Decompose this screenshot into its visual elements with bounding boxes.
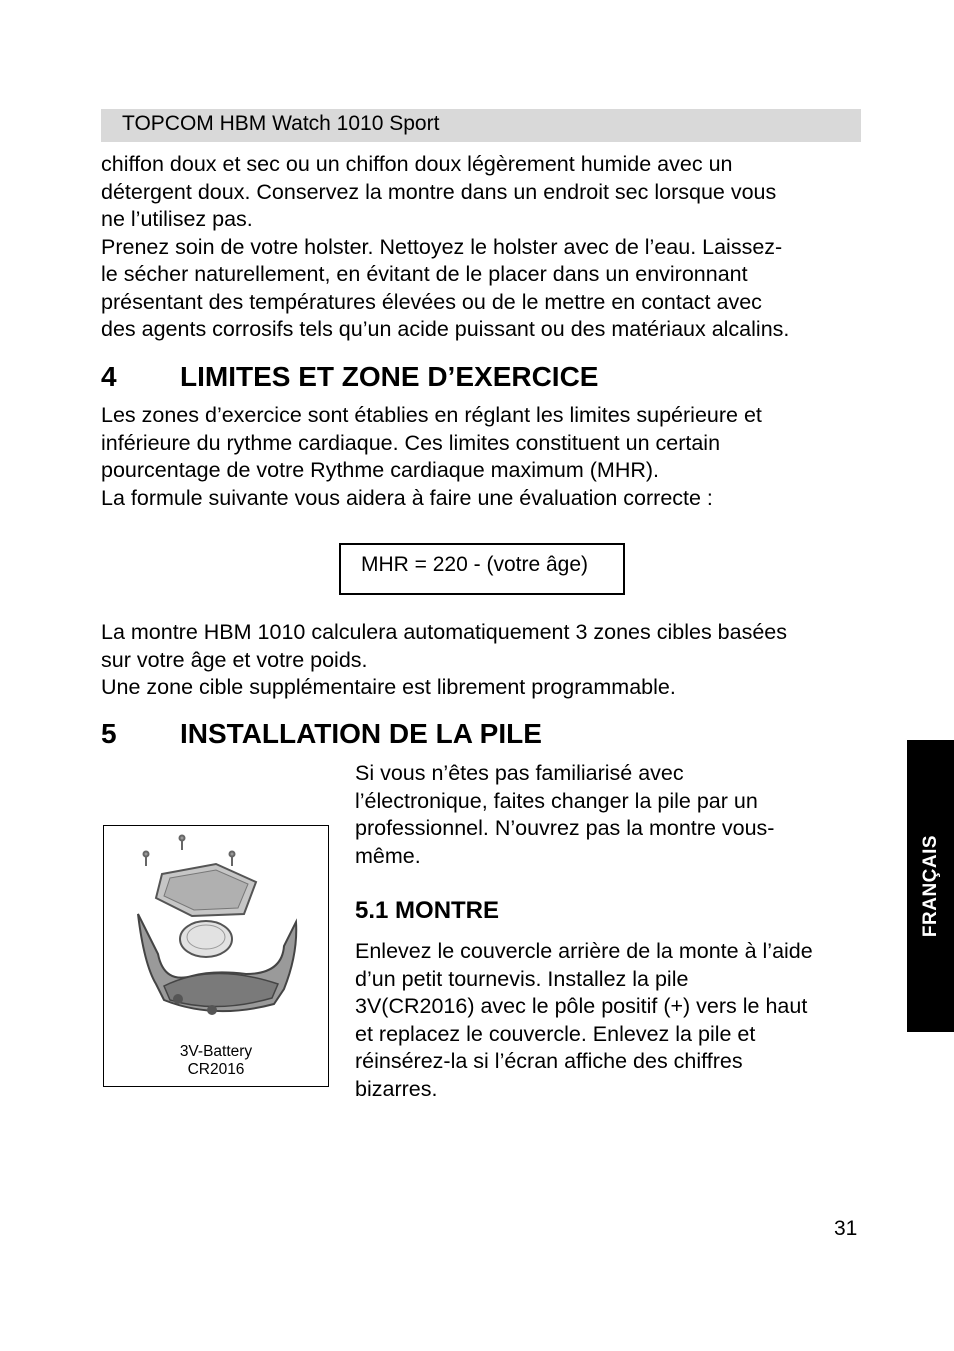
text-line: présentant des températures élevées ou de le mettre en contact avec	[101, 289, 762, 314]
header-title: TOPCOM HBM Watch 1010 Sport	[122, 112, 440, 135]
running-header	[101, 109, 861, 142]
text-line: des agents corrosifs tels qu’un acide puissant ou des matériaux alcalins.	[101, 317, 790, 341]
section-title: LIMITES ET ZONE D’EXERCICE	[180, 361, 599, 392]
text-line: 3V(CR2016) avec le pôle positif (+) vers le haut	[355, 994, 808, 1018]
section-4-after-paragraph	[101, 619, 871, 702]
text-line: Enlevez le couvercle arrière de la monte à l’aide	[355, 939, 813, 963]
section-number: 5	[101, 718, 117, 749]
text-line: détergent doux. Conservez la montre dans un endroit sec lorsque vous	[101, 179, 777, 204]
text-line: bizarres.	[355, 1076, 438, 1101]
caption-line: 3V-Battery	[179, 1043, 253, 1060]
formula-box	[339, 543, 625, 595]
text-line: pourcentage de votre Rythme cardiaque maximum (MHR).	[101, 458, 660, 482]
text-line: Les zones d’exercice sont établies en réglant les limites supérieure et	[101, 403, 762, 427]
subsection-5-1-paragraph	[355, 938, 865, 1103]
section-5-heading	[101, 717, 542, 751]
caption-line: CR2016	[187, 1061, 245, 1078]
text-line: Une zone cible supplémentaire est librement programmable.	[101, 675, 676, 699]
language-label: FRANÇAIS	[919, 834, 941, 938]
page-number: 31	[834, 1217, 858, 1240]
text-line: Si vous n’êtes pas familiarisé avec	[355, 761, 684, 785]
section-4-heading	[101, 360, 598, 394]
text-line: même.	[355, 843, 421, 868]
section-5-intro-paragraph	[355, 760, 865, 870]
text-line: chiffon doux et sec ou un chiffon doux légèrement humide avec un	[101, 152, 733, 176]
text-line: La montre HBM 1010 calculera automatiquement 3 zones cibles basées	[101, 620, 787, 644]
text-line: professionnel. N’ouvrez pas la montre vous-	[355, 816, 775, 840]
text-line: sur votre âge et votre poids.	[101, 647, 368, 672]
text-line: La formule suivante vous aidera à faire une évaluation correcte :	[101, 485, 713, 510]
intro-paragraph	[101, 151, 871, 344]
language-side-tab	[907, 740, 954, 1032]
section-number: 4	[101, 361, 117, 392]
text-line: réinsérez-la si l’écran affiche des chiffres	[355, 1049, 743, 1073]
text-line: l’électronique, faites changer la pile par un	[355, 788, 758, 813]
section-4-paragraph	[101, 402, 871, 512]
battery-figure	[103, 825, 329, 1087]
section-title: INSTALLATION DE LA PILE	[180, 718, 542, 749]
text-line: d’un petit tournevis. Installez la pile	[355, 966, 689, 991]
text-line: inférieure du rythme cardiaque. Ces limites constituent un certain	[101, 430, 721, 455]
text-line: ne l’utilisez pas.	[101, 207, 253, 231]
text-line: et replacez le couvercle. Enlevez la pile et	[355, 1021, 756, 1046]
text-line: le sécher naturellement, en évitant de le placer dans un environnant	[101, 262, 748, 286]
watch-battery-illustration	[134, 834, 299, 1024]
subsection-5-1-heading: 5.1 MONTRE	[355, 897, 500, 924]
text-line: Prenez soin de votre holster. Nettoyez le holster avec de l’eau. Laissez-	[101, 234, 783, 259]
formula-text: MHR = 220 - (votre âge)	[361, 553, 589, 576]
